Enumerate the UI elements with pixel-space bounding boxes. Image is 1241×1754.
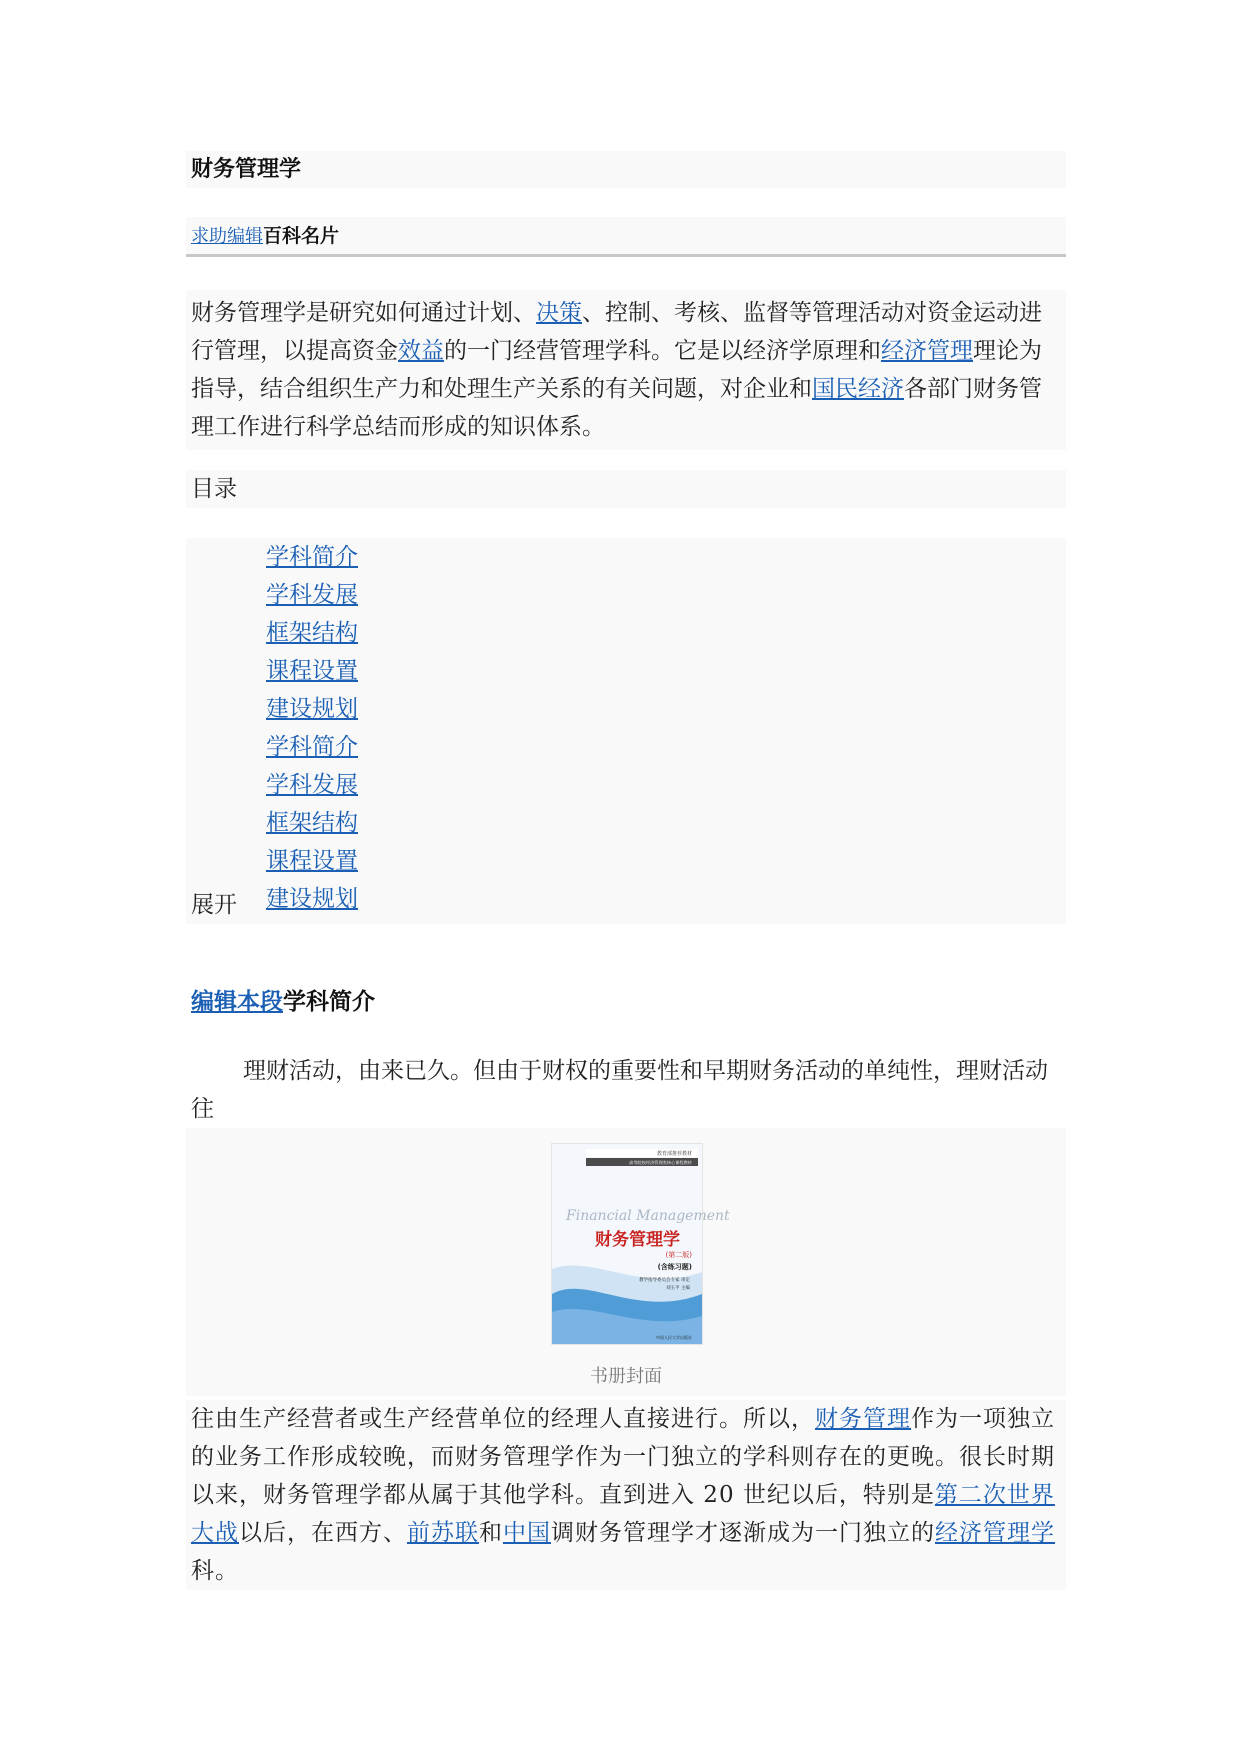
toc-item bbox=[266, 652, 1066, 690]
toc-item bbox=[266, 880, 1066, 918]
cover-script: Financial Management bbox=[566, 1208, 730, 1224]
help-edit-link[interactable]: 求助编辑 bbox=[191, 226, 263, 247]
para-text: 以后，在西方、 bbox=[239, 1520, 407, 1546]
toc-item bbox=[266, 804, 1066, 842]
toc-link-intro[interactable]: 学科简介 bbox=[266, 734, 358, 760]
section-title: 学科简介 bbox=[283, 989, 375, 1015]
link-soviet-union[interactable]: 前苏联 bbox=[407, 1520, 479, 1546]
book-cover-figure bbox=[186, 1128, 1066, 1396]
link-economic-management-studies[interactable]: 经济管理学 bbox=[935, 1520, 1055, 1546]
toc-item bbox=[266, 614, 1066, 652]
link-china[interactable]: 中国 bbox=[503, 1520, 551, 1546]
toc-link-development[interactable]: 学科发展 bbox=[266, 582, 358, 608]
figure-caption: 书册封面 bbox=[590, 1366, 662, 1387]
card-bar bbox=[186, 217, 1066, 257]
cover-subtitle: (含练习题) bbox=[657, 1263, 692, 1271]
intro-text: 财务管理学是研究如何通过计划、 bbox=[191, 300, 536, 326]
toc-link-development[interactable]: 学科发展 bbox=[266, 772, 358, 798]
toc-item bbox=[266, 766, 1066, 804]
section-paragraph-continued bbox=[186, 1400, 1066, 1590]
link-national-economy[interactable]: 国民经济 bbox=[812, 376, 904, 402]
link-world-war-two[interactable]: 第二次世界大战 bbox=[191, 1482, 1055, 1546]
para-text: 往由生产经营者或生产经营单位的经理人直接进行。所以， bbox=[191, 1406, 815, 1432]
toc-item bbox=[266, 538, 1066, 576]
book-cover-image[interactable] bbox=[552, 1144, 730, 1344]
para-text: 和 bbox=[479, 1520, 503, 1546]
link-decision[interactable]: 决策 bbox=[536, 300, 582, 326]
link-economic-management[interactable]: 经济管理 bbox=[881, 338, 973, 364]
table-of-contents bbox=[186, 538, 1066, 924]
toc-link-courses[interactable]: 课程设置 bbox=[266, 848, 358, 874]
link-benefit[interactable]: 效益 bbox=[398, 338, 444, 364]
toc-item bbox=[266, 690, 1066, 728]
toc-link-framework[interactable]: 框架结构 bbox=[266, 810, 358, 836]
para-text: 调财务管理学才逐渐成为一门独立的 bbox=[551, 1520, 935, 1546]
toc-link-planning[interactable]: 建设规划 bbox=[266, 886, 358, 912]
expand-toggle[interactable]: 展开 bbox=[191, 892, 237, 918]
cover-authors1: 教学指导委员会专家 审定 bbox=[639, 1278, 690, 1283]
para-text: 科。 bbox=[191, 1558, 239, 1584]
toc-link-framework[interactable]: 框架结构 bbox=[266, 620, 358, 646]
intro-text: 各部门财务管理工作进行科学总结而形成的知识体系。 bbox=[191, 376, 1042, 440]
cover-top-line2: 高等院校经济管理类核心课程教材 bbox=[629, 1160, 692, 1165]
toc-link-intro[interactable]: 学科简介 bbox=[266, 544, 358, 570]
para-text: 作为一项独立的业务工作形成较晚，而财务管理学作为一门独立的学科则存在的更晚。很长时期以来，财务管理学都从属于其他学科。直到进入 20 世纪以后，特别是 bbox=[191, 1406, 1055, 1508]
edit-section-link[interactable]: 编辑本段 bbox=[191, 989, 283, 1015]
intro-text: 、控制、考核、监督等管理活动对资金运动进行管理，以提高资金 bbox=[191, 300, 1042, 364]
intro-text: 的一门经营管理学科。它是以经济学原理和 bbox=[444, 338, 881, 364]
toc-label: 目录 bbox=[186, 470, 1066, 508]
intro-text: 理论为指导，结合组织生产力和处理生产关系的有关问题，对企业和 bbox=[191, 338, 1042, 402]
cover-top-line1: 教育部推荐教材 bbox=[656, 1151, 692, 1157]
cover-publisher: 中国人民大学出版社 bbox=[656, 1335, 692, 1340]
toc-link-courses[interactable]: 课程设置 bbox=[266, 658, 358, 684]
cover-edition: (第二版) bbox=[665, 1251, 692, 1259]
toc-item bbox=[266, 576, 1066, 614]
toc-item bbox=[266, 842, 1066, 880]
card-label: 百科名片 bbox=[263, 225, 340, 247]
section-paragraph: 理财活动，由来已久。但由于财权的重要性和早期财务活动的单纯性，理财活动往 bbox=[191, 1058, 1048, 1122]
section-heading bbox=[186, 982, 1066, 1022]
page-title: 财务管理学 bbox=[186, 151, 1066, 188]
link-financial-management[interactable]: 财务管理 bbox=[815, 1406, 911, 1432]
cover-authors2: 刘玉平 主编 bbox=[666, 1286, 690, 1291]
cover-title: 财务管理学 bbox=[595, 1230, 680, 1250]
intro-paragraph bbox=[186, 290, 1066, 450]
toc-link-planning[interactable]: 建设规划 bbox=[266, 696, 358, 722]
toc-item bbox=[266, 728, 1066, 766]
